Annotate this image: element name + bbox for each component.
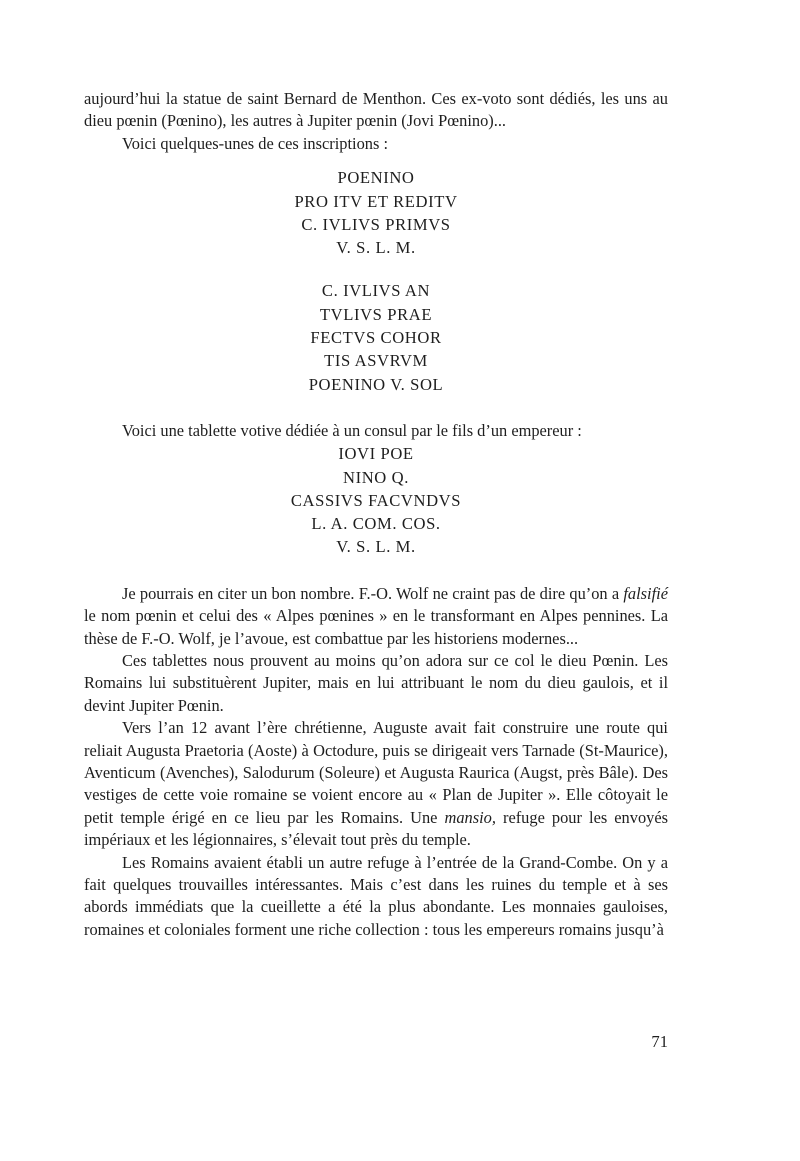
inscription-iovi bbox=[84, 442, 668, 558]
inscription-poenino bbox=[84, 166, 668, 259]
paragraph-wolf bbox=[84, 583, 668, 650]
inscription-line: POENINO bbox=[337, 168, 415, 188]
paragraph-statue: aujourd’hui la statue de saint Bernard de Menthon. Ces ex-voto sont dédiés, les uns au dieu pœnin (Pœnino), les autres à Jupiter pœnin (Jovi Pœnino)... bbox=[84, 89, 668, 131]
inscription-line: CASSIVS FACVNDVS bbox=[290, 490, 462, 510]
inscription-line: TIS ASVRVM bbox=[324, 351, 428, 371]
inscription-line: L. A. COM. COS. bbox=[311, 514, 441, 534]
text-run: le nom pœnin et celui des « Alpes pœnines » en le transformant en Alpes pennines. La thèse de F.-O. Wolf, je l’avoue, est combattue par les historiens modernes... bbox=[84, 606, 668, 648]
inscription-line: NINO Q. bbox=[343, 467, 409, 487]
text-run: Vers l’an 12 avant l’ère chrétienne, Auguste avait fait construire une route qui reliait Augusta Praetoria (Aoste) à Octodure, puis se dirigeait vers Tarnade (St-Maurice), Aventicum (Avenches), Salodurum (Soleure) et Augusta Raurica (Augst, près Bâle). Des vestiges de cette voie romaine se voient encore au « Plan de Jupiter ». Elle côtoyait le petit temple érigé en ce lieu par les Romains. Une bbox=[84, 718, 668, 827]
paragraph-tablette: Voici une tablette votive dédiée à un consul par le fils d’un empereur : bbox=[122, 420, 582, 440]
text-run: Je pourrais en citer un bon nombre. F.-O. Wolf ne craint pas de dire qu’on a bbox=[122, 583, 624, 603]
page-text bbox=[84, 88, 668, 941]
paragraph-intro-inscriptions: Voici quelques-unes de ces inscriptions : bbox=[122, 133, 388, 153]
inscription-line: FECTVS COHOR bbox=[310, 328, 442, 347]
inscription-line: POENINO V. SOL bbox=[308, 374, 444, 394]
paragraph-tablettes: Ces tablettes nous prouvent au moins qu’on adora sur ce col le dieu Pœnin. Les Romains lui substituèrent Jupiter, mais en lui attribuant le nom du dieu gaulois, et il devint Jupiter Pœnin. bbox=[84, 651, 668, 715]
inscription-line: PRO ITV ET REDITV bbox=[294, 191, 458, 211]
inscription-line: TVLIVS PRAE bbox=[319, 304, 433, 324]
inscription-line: V. S. L. M. bbox=[336, 537, 416, 557]
page-number: 71 bbox=[651, 1032, 668, 1051]
inscription-line: V. S. L. M. bbox=[336, 238, 416, 258]
italic-term: mansio, bbox=[444, 807, 496, 827]
inscription-iulius bbox=[84, 279, 668, 395]
inscription-line: C. IVLIVS AN bbox=[321, 281, 431, 301]
text-run: refuge pour les envoyés impériaux et les légionnaires, s’élevait tout près du temple. bbox=[84, 807, 668, 850]
italic-term: falsifié bbox=[623, 583, 668, 603]
paragraph-route bbox=[84, 717, 668, 851]
inscription-line: C. IVLIVS PRIMVS bbox=[301, 214, 451, 234]
paragraph-refuge: Les Romains avaient établi un autre refuge à l’entrée de la Grand-Combe. On y a fait quelques trouvailles intéressantes. Mais c’est dans les ruines du temple et à ses abords immédiats que la cueillette a été la plus abondante. Les monnaies gauloises, romaines et coloniales forment une riche collection : tous les empereurs romains jusqu’à bbox=[84, 852, 668, 939]
inscription-line: IOVI POE bbox=[338, 444, 414, 464]
